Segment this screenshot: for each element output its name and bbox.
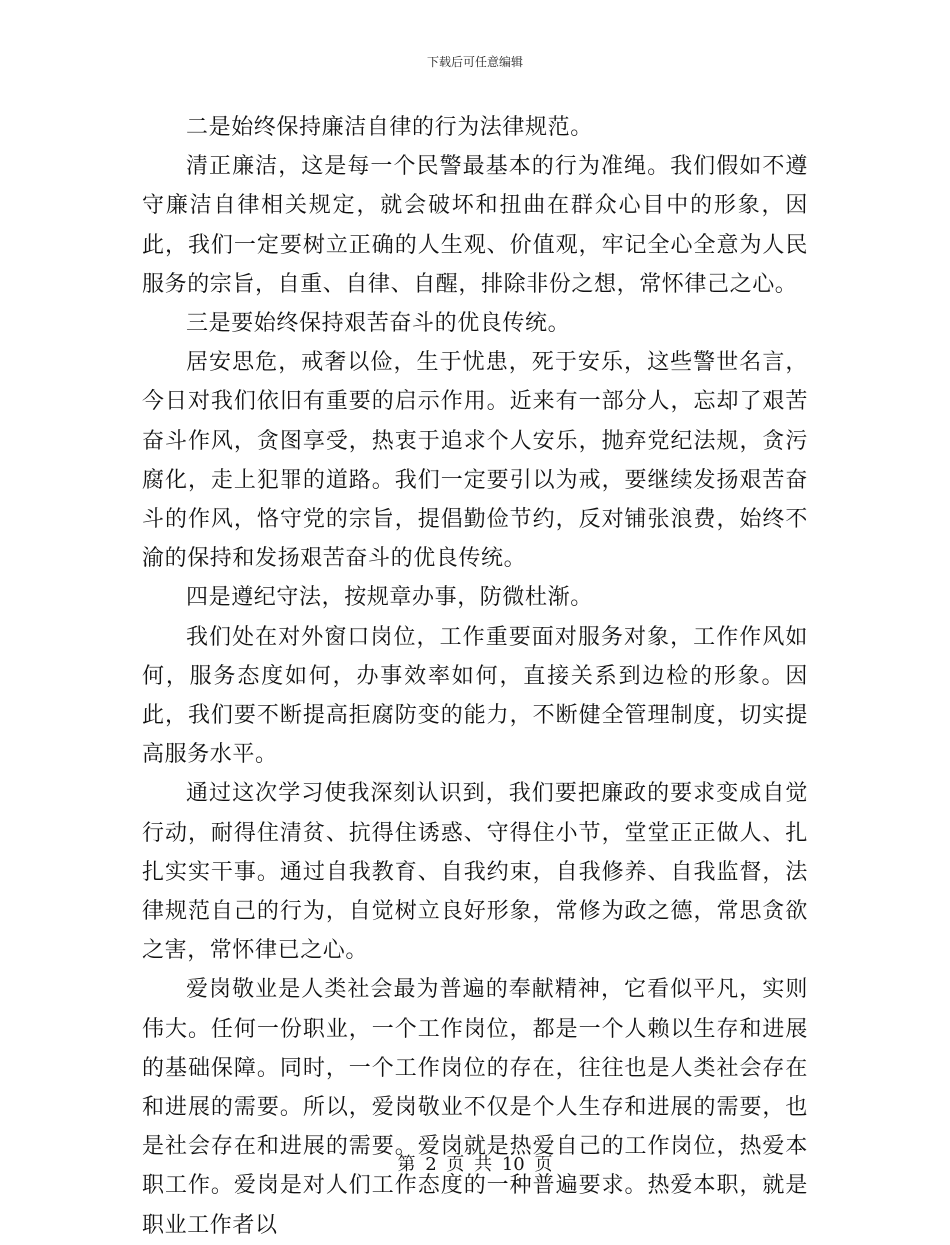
page-header: 下载后可任意编辑 (426, 55, 523, 69)
paragraph: 我们处在对外窗口岗位，工作重要面对服务对象，工作作风如何，服务态度如何，办事效率如何，直接关系到边检的形象。因此，我们要不断提高拒腐防变的能力，不断健全管理制度，切实提高服务水平。 (142, 624, 808, 768)
paragraph: 爱岗敬业是人类社会最为普遍的奉献精神，它看似平凡，实则伟大。任何一份职业，一个工作岗位，都是一个人赖以生存和进展的基础保障。同时，一个工作岗位的存在，往往也是人类社会存在和进展的需要。所以，爱岗敬业不仅是个人生存和进展的需要，也是社会存在和进展的需要。爱岗就是热爱自己的工作岗位，热爱本职工作。爱岗是对人们工作态度的一种普遍要求。热爱本职，就是职业工作者以 (142, 977, 808, 1238)
paragraph: 居安思危，戒奢以俭，生于忧患，死于安乐，这些警世名言，今日对我们依旧有重要的启示作用。近来有一部分人，忘却了艰苦奋斗作风，贪图享受，热衷于追求个人安乐，抛弃党纪法规，贪污腐化，走上犯罪的道路。我们一定要引以为戒，要继续发扬艰苦奋斗的作风，恪守党的宗旨，提倡勤俭节约，反对铺张浪费，始终不渝的保持和发扬艰苦奋斗的优良传统。 (142, 350, 808, 572)
paragraph: 通过这次学习使我深刻认识到，我们要把廉政的要求变成自觉行动，耐得住清贫、抗得住诱惑、守得住小节，堂堂正正做人、扎扎实实干事。通过自我教育、自我约束，自我修养、自我监督，法律规范自己的行为，自觉树立良好形象，常修为政之德，常思贪欲之害，常怀律已之心。 (142, 781, 808, 964)
paragraph: 三是要始终保持艰苦奋斗的优良传统。 (186, 311, 571, 337)
page-number-footer: 第 2 页 共 10 页 (397, 1154, 553, 1175)
document-body (142, 108, 808, 1245)
paragraph: 二是始终保持廉洁自律的行为法律规范。 (186, 115, 593, 140)
paragraph: 四是遵纪守法，按规章办事，防微杜渐。 (186, 585, 593, 611)
paragraph: 清正廉洁，这是每一个民警最基本的行为准绳。我们假如不遵守廉洁自律相关规定，就会破坏和扭曲在群众心目中的形象，因此，我们一定要树立正确的人生观、价值观，牢记全心全意为人民服务的宗旨，自重、自律、自醒，排除非份之想，常怀律己之心。 (142, 154, 808, 297)
